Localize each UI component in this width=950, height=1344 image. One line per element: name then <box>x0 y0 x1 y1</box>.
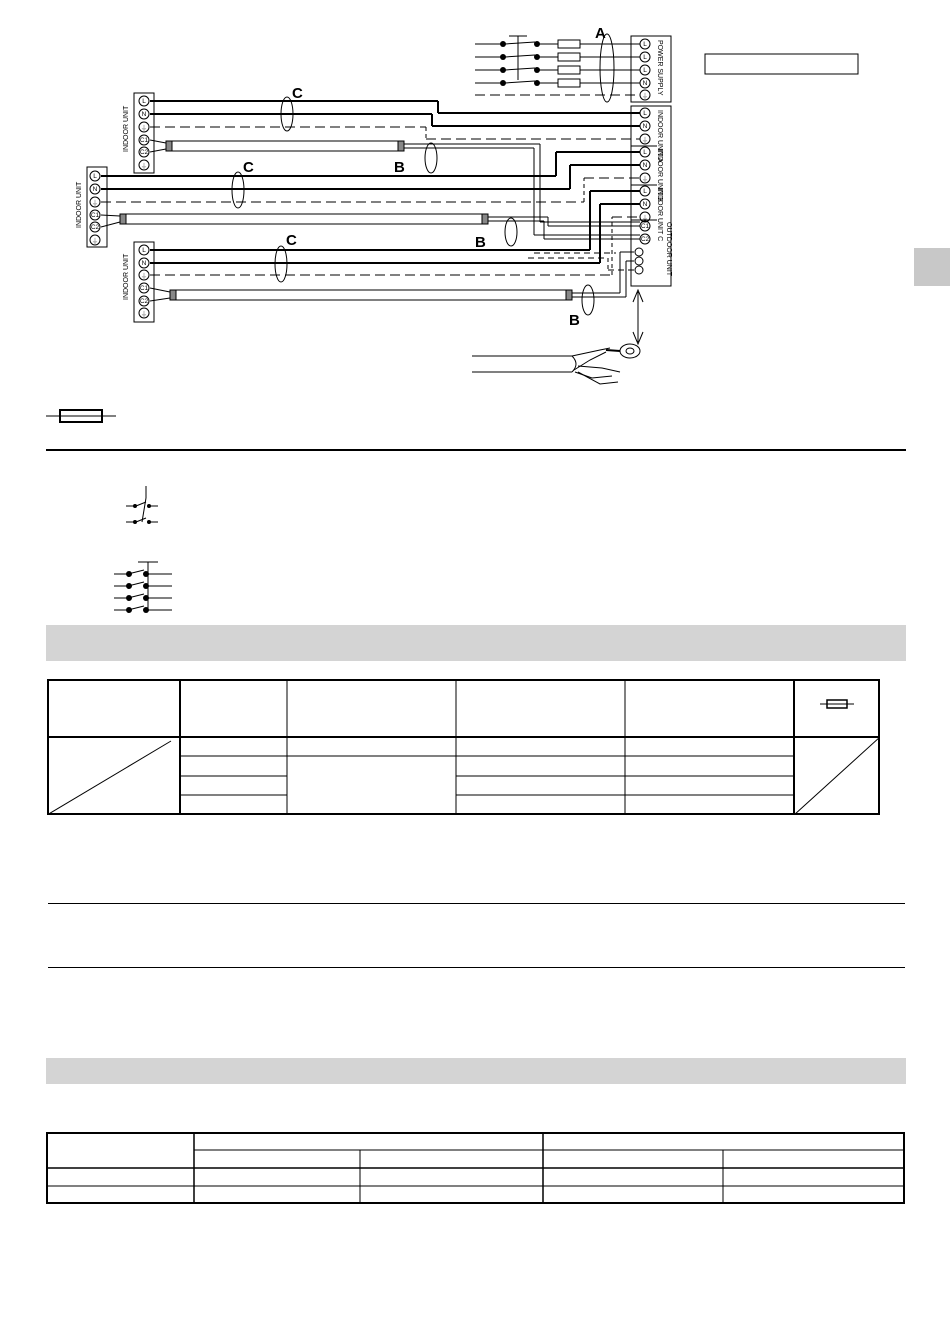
svg-text:L: L <box>643 41 647 48</box>
power-supply-label: POWER SUPPLY <box>656 40 663 96</box>
svg-text:N: N <box>141 111 147 118</box>
svg-text:C2: C2 <box>139 298 149 305</box>
svg-text:L: L <box>643 149 647 156</box>
ring-terminal-icon <box>606 344 640 358</box>
indoor-unit-c-terminal-block <box>134 242 154 322</box>
svg-text:⏚: ⏚ <box>641 215 649 222</box>
indoor-unit-c-side-label: INDOOR UNIT C <box>656 188 663 242</box>
rule-1 <box>48 903 905 904</box>
svg-text:L: L <box>643 188 647 195</box>
svg-text:C1: C1 <box>640 223 650 230</box>
svg-text:⏚: ⏚ <box>641 93 649 100</box>
indoor-unit-a-terminal-block <box>134 93 154 173</box>
wiring-diagram <box>0 0 950 440</box>
svg-text:C1: C1 <box>90 212 100 219</box>
svg-text:L: L <box>93 173 97 180</box>
callout-c-unit-c: C <box>286 232 297 249</box>
svg-text:⏚: ⏚ <box>91 238 99 245</box>
svg-text:C1: C1 <box>139 137 149 144</box>
svg-text:⏚: ⏚ <box>140 273 148 280</box>
outdoor-unit-terminal-block <box>631 106 671 286</box>
indoor-unit-b-terminals <box>90 171 100 245</box>
spec-table-1-grid <box>47 679 880 815</box>
svg-text:C2: C2 <box>90 224 100 231</box>
indoor-unit-c-terminals <box>139 245 149 318</box>
svg-text:L: L <box>643 110 647 117</box>
svg-text:L: L <box>142 98 146 105</box>
rule-2 <box>48 967 905 968</box>
svg-text:N: N <box>642 123 648 130</box>
svg-text:C2: C2 <box>640 236 650 243</box>
svg-text:N: N <box>92 186 98 193</box>
callout-b-unit-c: B <box>569 312 580 329</box>
svg-text:⏚: ⏚ <box>91 200 99 207</box>
indoor-unit-a-terminals <box>139 96 149 170</box>
indoor-unit-b-side-label: INDOOR UNIT B <box>656 149 663 202</box>
multi-pole-switch-icon <box>112 558 176 616</box>
svg-text:⏚: ⏚ <box>140 311 148 318</box>
svg-text:⏚: ⏚ <box>140 125 148 132</box>
fuse-icon <box>46 410 116 422</box>
indoor-unit-c-label: INDOOR UNIT <box>123 253 130 300</box>
svg-text:⏚: ⏚ <box>641 137 649 144</box>
svg-text:C2: C2 <box>139 149 149 156</box>
power-supply-terminal-letters <box>642 41 649 100</box>
section-header-band-2 <box>46 1058 906 1084</box>
svg-text:L: L <box>142 247 146 254</box>
outdoor-unit-label: OUTDOOR UNIT <box>665 222 672 277</box>
svg-text:L: L <box>643 54 647 61</box>
section-divider <box>46 449 906 451</box>
label-box <box>705 54 858 74</box>
svg-text:N: N <box>642 80 648 87</box>
spec-table-2-grid <box>46 1132 905 1204</box>
page-edge-tab <box>914 248 950 286</box>
table-fuse-icon <box>820 700 854 708</box>
svg-text:L: L <box>643 67 647 74</box>
svg-text:N: N <box>141 260 147 267</box>
callout-b-unit-a: B <box>394 159 405 176</box>
callout-a: A <box>595 25 606 42</box>
svg-text:⏚: ⏚ <box>140 163 148 170</box>
single-pole-switch-icon <box>120 484 170 528</box>
svg-text:C1: C1 <box>139 285 149 292</box>
callout-c-unit-a: C <box>292 85 303 102</box>
svg-text:⏚: ⏚ <box>641 176 649 183</box>
indoor-unit-a-side-label: INDOOR UNIT A <box>656 110 663 163</box>
section-header-band-1 <box>46 625 906 661</box>
callout-c-unit-b: C <box>243 159 254 176</box>
shielded-cable-icon <box>472 348 620 384</box>
svg-text:N: N <box>642 162 648 169</box>
indoor-unit-a-label: INDOOR UNIT <box>123 105 130 152</box>
callout-b-unit-b: B <box>475 234 486 251</box>
svg-text:N: N <box>642 201 648 208</box>
power-supply-lines <box>475 40 640 95</box>
indoor-unit-b-label: INDOOR UNIT <box>76 181 83 228</box>
power-supply-terminal-block <box>631 36 671 102</box>
